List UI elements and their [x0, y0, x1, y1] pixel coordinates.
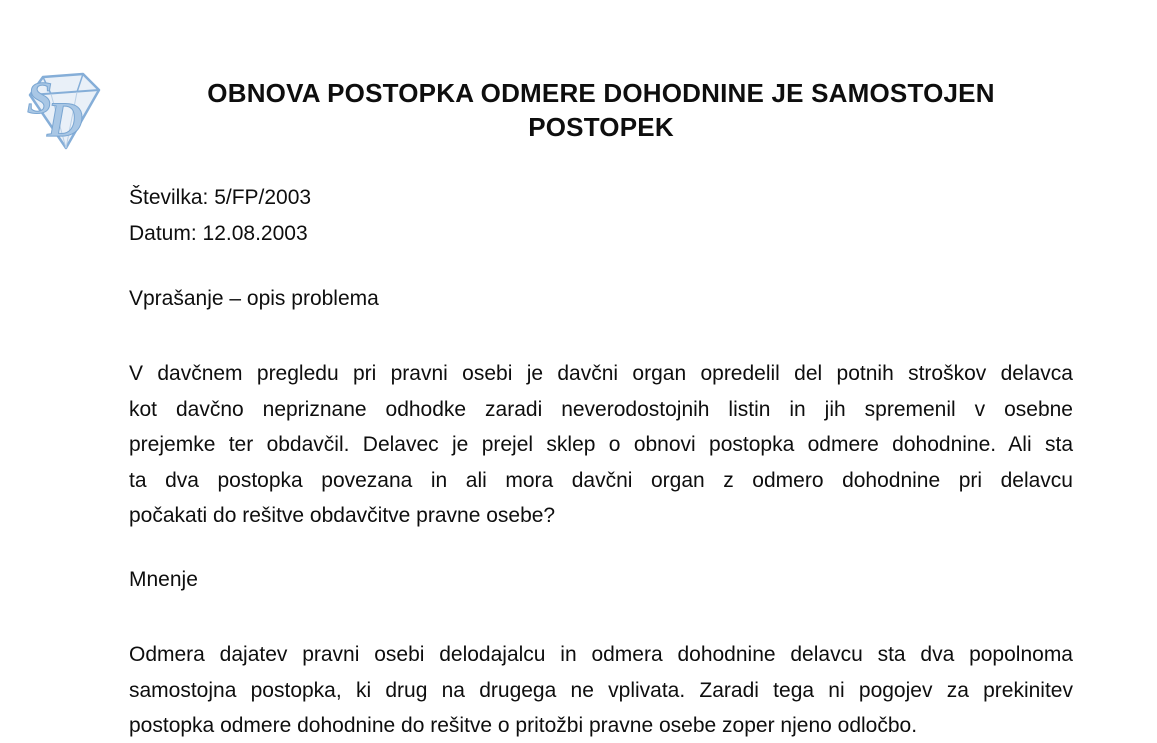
opinion-heading: Mnenje [129, 568, 198, 591]
text-line: postopka odmere dohodnine do rešitve o pritožbi pravne osebe zoper njeno odločbo. [129, 714, 918, 737]
text-line: V davčnem pregledu pri pravni osebi je davčni organ opredelil del potnih stroškov delavca [129, 362, 1073, 385]
page-title-line-2: POSTOPEK [528, 112, 674, 142]
text-line: ta dva postopka povezana in ali mora davčni organ z odmero dohodnine pri delavcu [129, 468, 1073, 492]
svg-text:S: S [27, 72, 53, 123]
opinion-paragraph [129, 637, 1073, 743]
text-line: Odmera dajatev pravni osebi delodajalcu in odmera dohodnine delavcu sta dva popolnoma [129, 643, 1073, 666]
text-line: samostojna postopka, ki drug na drugega ne vplivata. Zaradi tega ni pogojev za prekinitev [129, 678, 1073, 702]
document-meta [129, 180, 1073, 251]
text-line: kot davčno nepriznane odhodke zaradi neverodostojnih listin in jih spremenil v osebne [129, 397, 1073, 421]
document-date: Datum: 12.08.2003 [129, 221, 308, 245]
question-paragraph [129, 356, 1073, 534]
sd-diamond-logo-icon [26, 70, 104, 152]
page-title [129, 76, 1073, 144]
text-line: prejemke ter obdavčil. Delavec je prejel sklep o obnovi postopka odmere dohodnine. Ali sta [129, 433, 1073, 456]
question-heading: Vprašanje – opis problema [129, 287, 379, 310]
text-line: počakati do rešitve obdavčitve pravne osebe? [129, 504, 556, 527]
svg-text:D: D [47, 91, 84, 147]
document-number: Številka: 5/FP/2003 [129, 186, 312, 209]
page-title-line-1: OBNOVA POSTOPKA ODMERE DOHODNINE JE SAMOSTOJEN [207, 78, 995, 108]
